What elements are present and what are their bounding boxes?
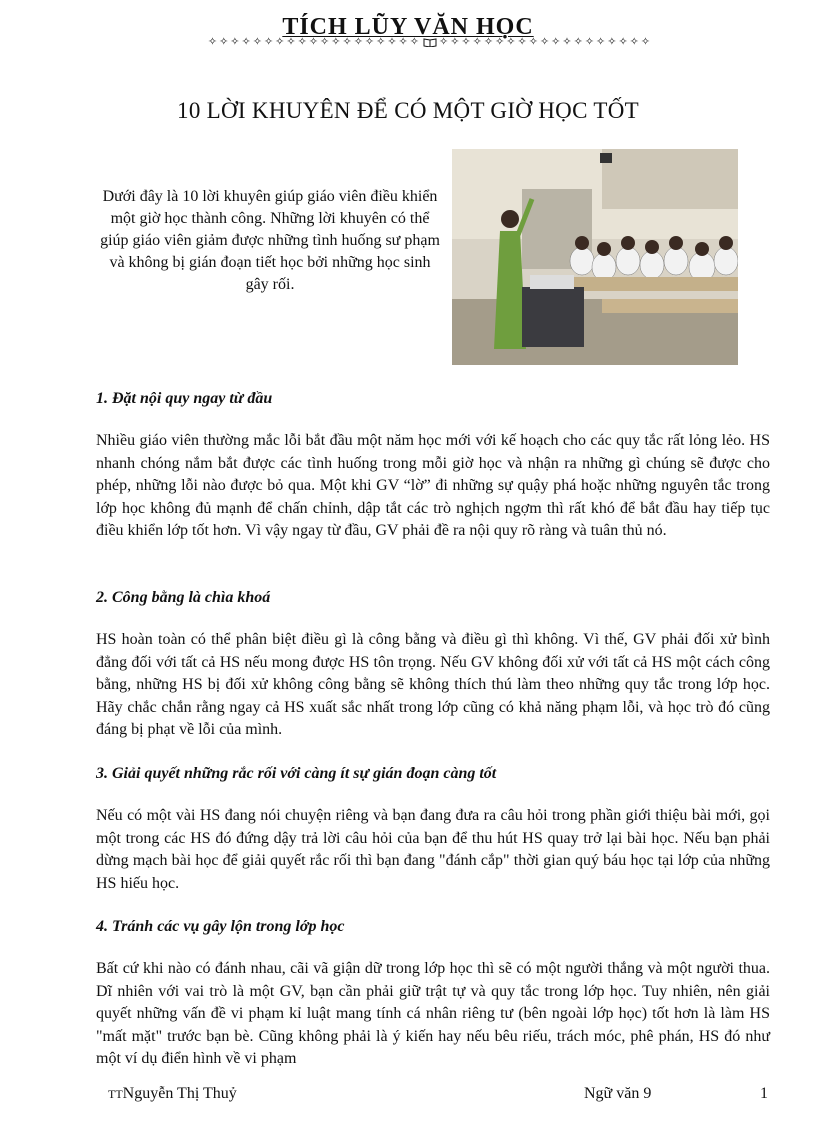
footer-author-name: Nguyễn Thị Thuỷ [122, 1085, 237, 1102]
header-title: TÍCH LŨY VĂN HỌC [282, 14, 534, 40]
section-4-text: Bất cứ khi nào có đánh nhau, cãi vã giận dữ trong lớp học thì sẽ có một người thắng và một người thua. Dĩ nhiên với vai trò là một GV, bạn cần phải giữ trật tự và quy tắc trong lớp học. Tuy nhiên, nên giải quyết những vấn đề vi phạm kỉ luật mang tính cá nhân riêng tư (bên ngoài lớp học) tốt hơn là làm HS "mất mặt" trước bạn bè. Cũng không phải là ý kiến hay nếu bêu riếu, trách móc, phê phán, HS đó như một ví dụ điển hình về vi phạm [96, 960, 770, 1067]
footer-subject: Ngữ văn 9 [584, 1085, 652, 1102]
footer-author [108, 1084, 237, 1104]
ornament-right: ✧✧✧✧✧✧✧✧✧✧✧✧✧✧✧✧✧✧✧ [439, 35, 653, 48]
section-1-text: Nhiều giáo viên thường mắc lỗi bắt đầu một năm học mới với kế hoạch cho các quy tắc rất lỏng lẻo. HS nhanh chóng nắm bắt được các tình huống trong mỗi giờ học và nhận ra những gì chúng sẽ được cho phép, những lỗi nào được bỏ qua. Một khi GV “lờ” đi những sự quậy phá hoặc những nguyên tắc trong lớp học không đủ mạnh để chấn chỉnh, dập tắt các trò nghịch ngợm thì rất khó để bắt đầu hay tiếp tục điều khiển lớp tốt hơn. Vì vậy ngay từ đầu, GV phải đề ra nội quy rõ ràng và tuân thủ nó. [96, 432, 770, 539]
open-book-icon [423, 37, 437, 47]
section-2-heading: 2. Công bằng là chìa khoá [96, 589, 271, 606]
section-1-heading: 1. Đặt nội quy ngay từ đầu [96, 390, 273, 407]
header-ornament [150, 35, 710, 49]
page-title: 10 LỜI KHUYÊN ĐỂ CÓ MỘT GIỜ HỌC TỐT [177, 98, 639, 123]
intro-paragraph: Dưới đây là 10 lời khuyên giúp giáo viên điều khiển một giờ học thành công. Những lời khuyên có thể giúp giáo viên giảm được những tình huống sư phạm và không bị gián đoạn tiết học bởi những học sinh gây rối. [100, 188, 440, 293]
classroom-illustration [452, 149, 738, 365]
classroom-photo [452, 149, 738, 365]
section-4-heading: 4. Tránh các vụ gây lộn trong lớp học [96, 918, 345, 935]
ornament-left: ✧✧✧✧✧✧✧✧✧✧✧✧✧✧✧✧✧✧✧ [207, 35, 421, 48]
section-2-text: HS hoàn toàn có thể phân biệt điều gì là công bằng và điều gì thì không. Vì thế, GV phải đối xử bình đẳng đối với tất cả HS nếu mong được HS tôn trọng. Nếu GV không đối xử với tất cả HS một cách công bằng, những HS bị đối xử không công bằng sẽ không thích thú làm theo những quy tắc trong lớp học. Hãy chắc chắn rằng ngay cả HS xuất sắc nhất trong lớp cũng có khả năng phạm lỗi, và học trò đó cũng đáng bị phạt về lỗi của mình. [96, 631, 770, 738]
footer-prefix: TT [108, 1087, 123, 1101]
page-number: 1 [760, 1085, 768, 1102]
section-3-text: Nếu có một vài HS đang nói chuyện riêng và bạn đang đưa ra câu hỏi trong phần giới thiệu bài mới, gọi một trong các HS đó đứng dậy trả lời câu hỏi của bạn để thu hút HS quay trở lại bài học. Nếu bạn phải dừng mạch bài học để giải quyết rắc rối thì bạn đang "đánh cắp" thời gian quý báu học tại lớp của những HS hiếu học. [96, 807, 770, 892]
section-3-heading: 3. Giải quyết những rắc rối với càng ít sự gián đoạn càng tốt [96, 765, 497, 782]
